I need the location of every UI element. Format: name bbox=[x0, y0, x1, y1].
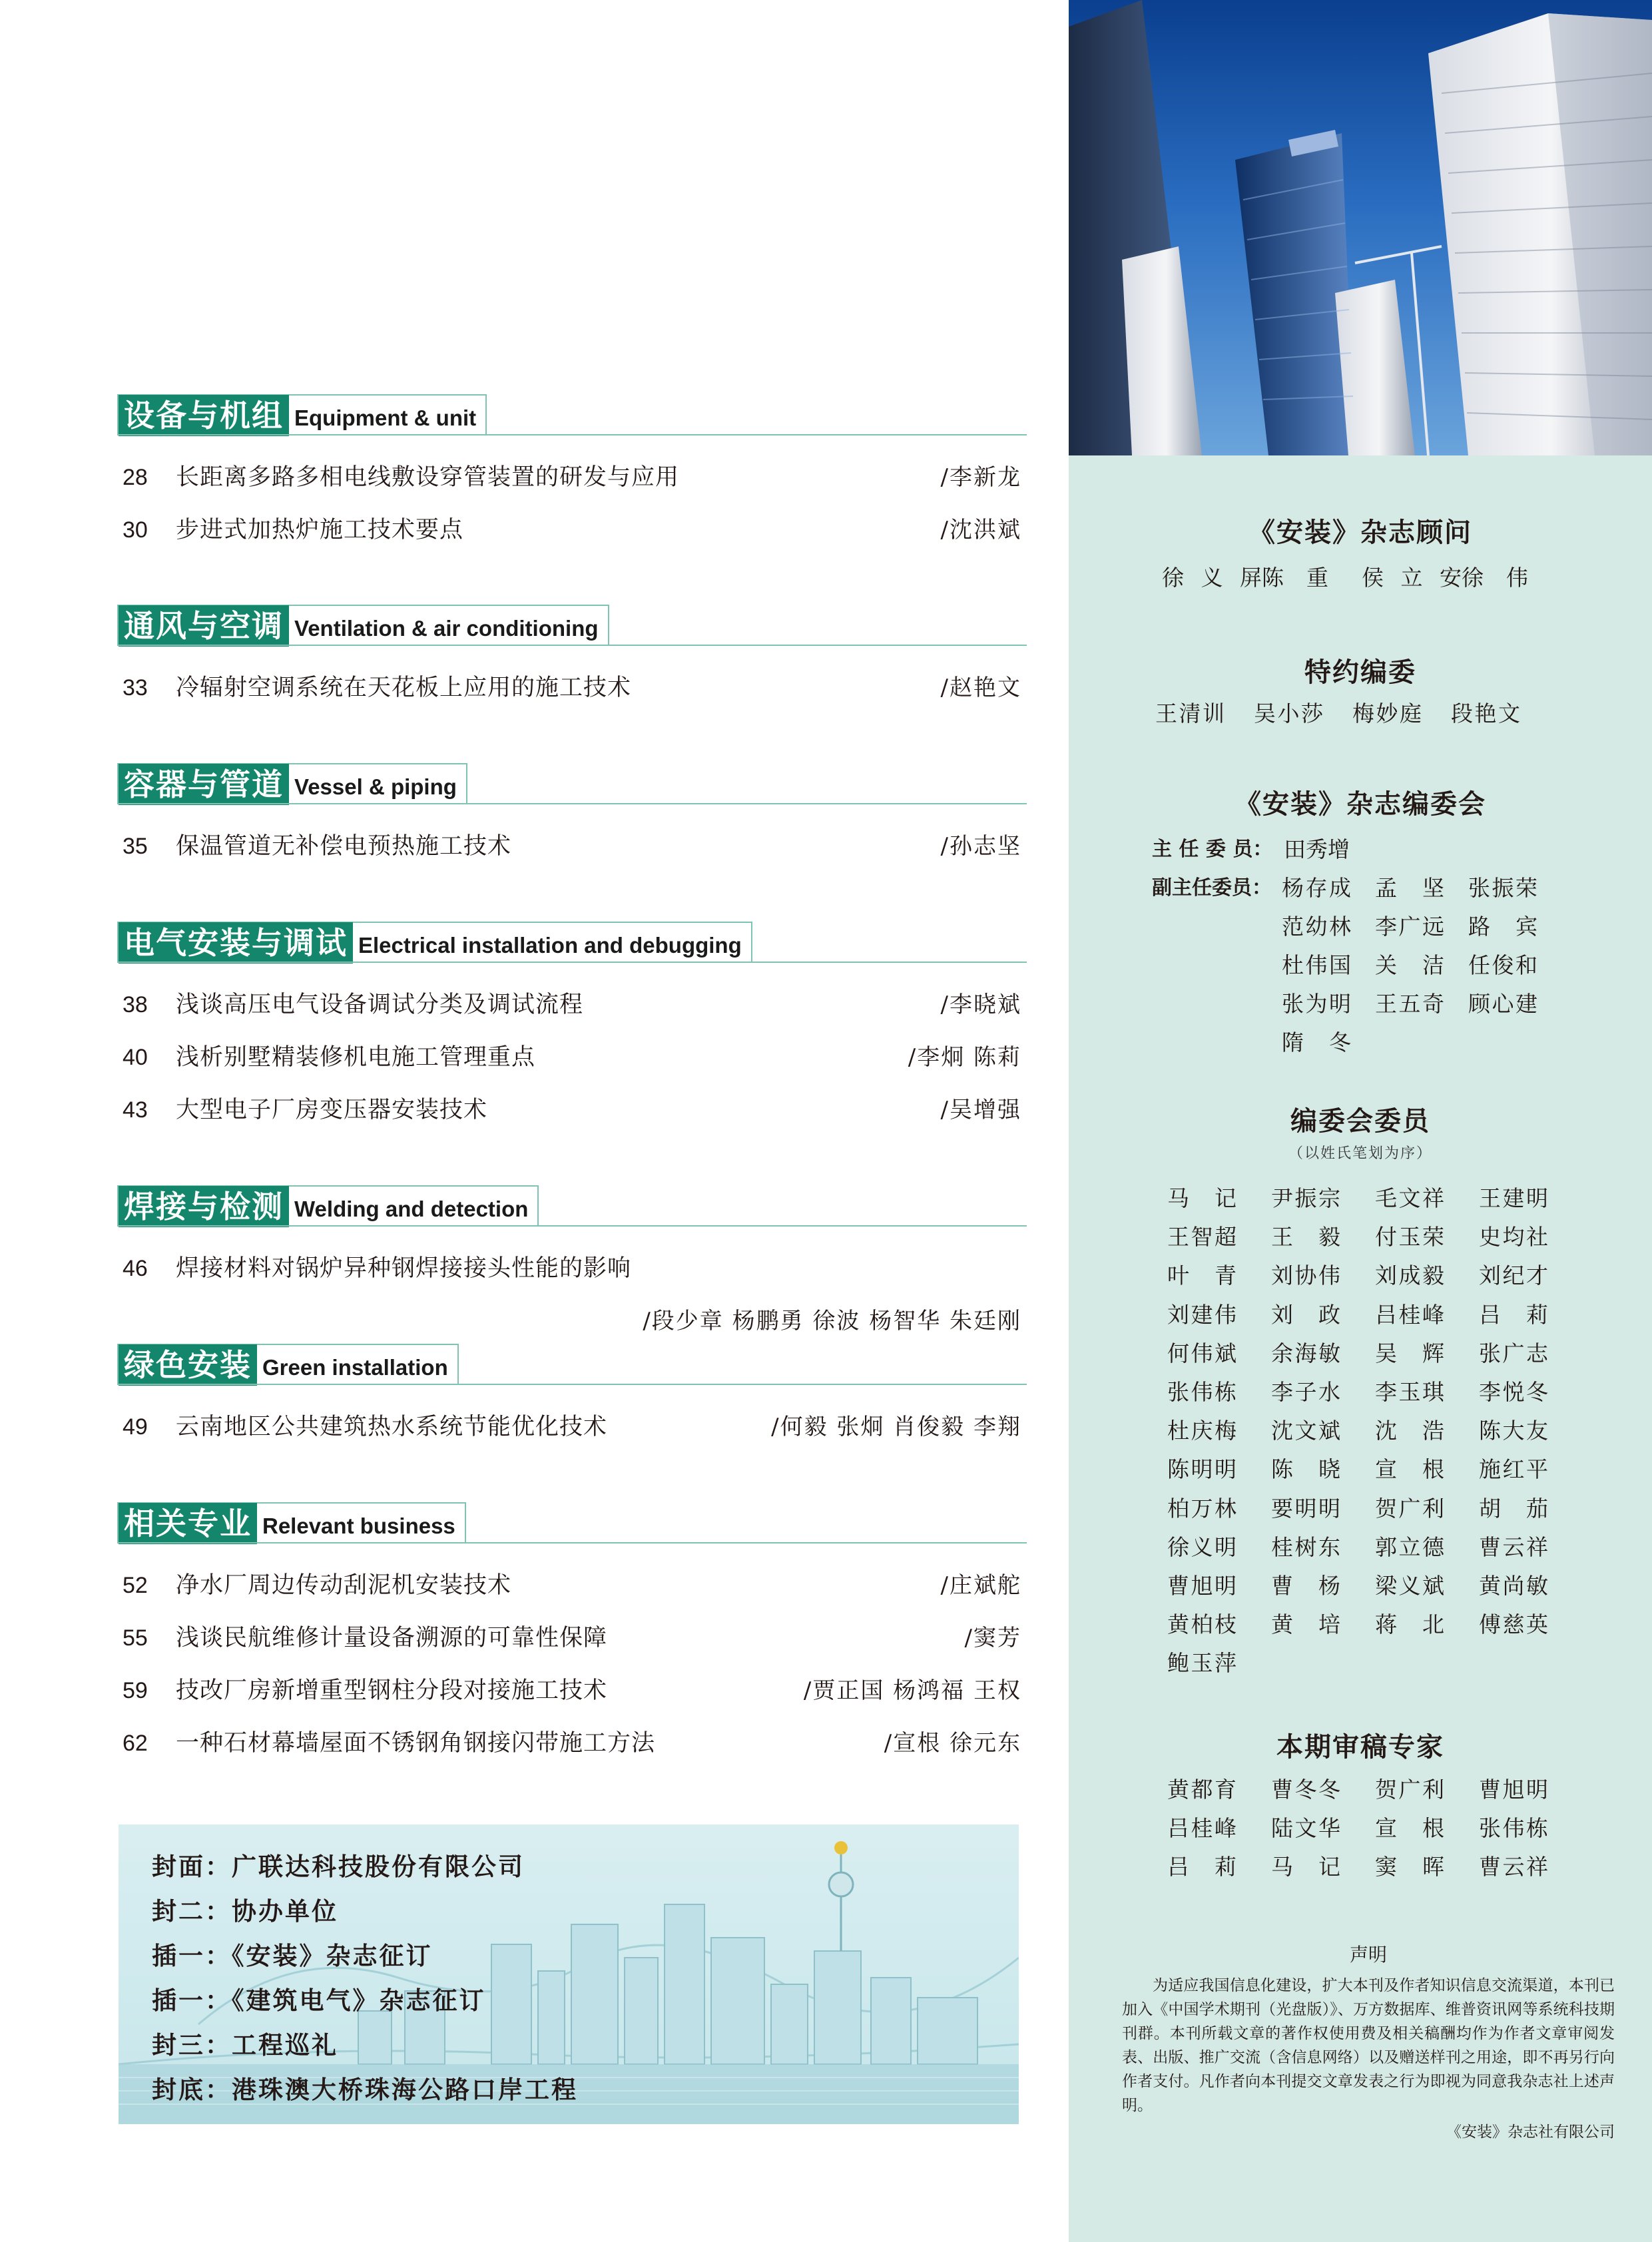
page-number: 43 bbox=[123, 1097, 148, 1123]
toc-entry[interactable] bbox=[117, 979, 1027, 1031]
person-name: 刘协伟 bbox=[1271, 1262, 1340, 1289]
deputy-name: 孟 坚 bbox=[1375, 875, 1444, 901]
cover-notes-box bbox=[119, 1824, 1019, 2124]
cover-note: 插一：《建筑电气》杂志征订 bbox=[152, 1986, 486, 2015]
article-title: 净水厂周边传动刮泥机安装技术 bbox=[176, 1572, 512, 1599]
cover-note: 封三：工程巡礼 bbox=[152, 2030, 338, 2060]
section-header bbox=[117, 1344, 1027, 1385]
person-name: 刘纪才 bbox=[1479, 1262, 1548, 1289]
page-number: 55 bbox=[123, 1625, 148, 1651]
section-header bbox=[117, 763, 1027, 804]
person-name: 张伟栋 bbox=[1479, 1815, 1548, 1841]
deputy-name: 隋 冬 bbox=[1282, 1029, 1351, 1055]
section-vessel bbox=[117, 763, 1027, 873]
section-green bbox=[117, 1344, 1027, 1454]
toc-entry[interactable] bbox=[117, 1717, 1027, 1770]
section-title-en: Green installation bbox=[262, 1355, 448, 1380]
section-electrical bbox=[117, 922, 1027, 1137]
director-name: 田秀增 bbox=[1284, 836, 1350, 862]
article-author: /庄斌舵 bbox=[940, 1572, 1021, 1599]
person-name: 宣 根 bbox=[1375, 1456, 1444, 1483]
advisor-name: 侯立安 bbox=[1362, 565, 1462, 591]
editor-name: 梅妙庭 bbox=[1352, 701, 1422, 726]
person-name: 黄都育 bbox=[1167, 1777, 1237, 1803]
section-relevant bbox=[117, 1502, 1027, 1770]
person-name: 郭立德 bbox=[1375, 1534, 1444, 1560]
toc-entry[interactable] bbox=[117, 1243, 1027, 1295]
person-name: 黄尚敏 bbox=[1479, 1573, 1548, 1599]
cover-notes-list bbox=[152, 1844, 578, 2112]
article-author: /李新龙 bbox=[940, 464, 1021, 491]
page-number: 52 bbox=[123, 1573, 148, 1598]
person-name: 王智超 bbox=[1167, 1224, 1237, 1251]
person-name: 尹振宗 bbox=[1271, 1185, 1340, 1211]
person-name: 桂树东 bbox=[1271, 1534, 1340, 1560]
person-name: 傅慈英 bbox=[1479, 1611, 1548, 1638]
person-name: 叶 青 bbox=[1167, 1262, 1237, 1289]
page-number: 28 bbox=[123, 465, 148, 490]
article-author: /赵艳文 bbox=[940, 675, 1021, 701]
person-name: 刘建伟 bbox=[1167, 1301, 1237, 1328]
toc-entry[interactable] bbox=[117, 1665, 1027, 1717]
advisor-name: 徐义屏 bbox=[1162, 565, 1262, 591]
deputy-name: 张为明 bbox=[1282, 991, 1351, 1017]
toc-entry[interactable] bbox=[117, 820, 1027, 873]
cover-note: 封二：协办单位 bbox=[152, 1896, 338, 1926]
cover-note: 封面：广联达科技股份有限公司 bbox=[152, 1852, 525, 1881]
person-name: 何伟斌 bbox=[1167, 1340, 1237, 1366]
deputy-label: 副主任委员： bbox=[1152, 876, 1272, 900]
advisors-title: 《安装》杂志顾问 bbox=[1248, 517, 1472, 548]
article-author: /李晓斌 bbox=[940, 991, 1021, 1018]
article-title: 焊接材料对锅炉异种钢焊接接头性能的影响 bbox=[176, 1255, 632, 1282]
editor-name: 吴小莎 bbox=[1254, 701, 1323, 726]
article-title: 浅谈高压电气设备调试分类及调试流程 bbox=[176, 991, 584, 1018]
toc-entry[interactable] bbox=[117, 451, 1027, 504]
person-name: 贺广利 bbox=[1375, 1777, 1444, 1803]
page-number: 35 bbox=[123, 834, 148, 859]
reviewers-title: 本期审稿专家 bbox=[1276, 1732, 1444, 1763]
cover-note: 插一：《安装》杂志征订 bbox=[152, 1941, 433, 1970]
person-name: 曹旭明 bbox=[1479, 1777, 1548, 1803]
person-name: 刘 政 bbox=[1271, 1301, 1340, 1328]
person-name: 梁义斌 bbox=[1375, 1573, 1444, 1599]
deputy-name: 任俊和 bbox=[1468, 952, 1537, 978]
section-title-zh: 绿色安装 bbox=[119, 1344, 257, 1386]
page-number: 33 bbox=[123, 675, 148, 701]
person-name: 陈大友 bbox=[1479, 1418, 1548, 1444]
editor-name: 段艳文 bbox=[1451, 701, 1520, 726]
section-title-zh: 电气安装与调试 bbox=[119, 922, 353, 964]
section-header bbox=[117, 922, 1027, 963]
section-title-en: Equipment & unit bbox=[294, 406, 477, 430]
section-title-en: Ventilation & air conditioning bbox=[294, 616, 599, 641]
article-author: /李炯 陈莉 bbox=[908, 1044, 1021, 1071]
page-number: 59 bbox=[123, 1678, 148, 1703]
director-label: 主 任 委 员： bbox=[1152, 838, 1273, 861]
toc-entry[interactable] bbox=[117, 504, 1027, 557]
person-name: 马 记 bbox=[1167, 1185, 1237, 1211]
person-name: 张广志 bbox=[1479, 1340, 1548, 1366]
advisors-block bbox=[1069, 511, 1652, 549]
person-name: 马 记 bbox=[1271, 1854, 1340, 1880]
section-header bbox=[117, 1502, 1027, 1543]
person-name: 窦 晖 bbox=[1375, 1854, 1444, 1880]
person-name: 宣 根 bbox=[1375, 1815, 1444, 1841]
article-author: /孙志坚 bbox=[940, 833, 1021, 860]
person-name: 吴 辉 bbox=[1375, 1340, 1444, 1366]
section-header bbox=[117, 605, 1027, 646]
article-title: 云南地区公共建筑热水系统节能优化技术 bbox=[176, 1414, 608, 1440]
section-title-en: Vessel & piping bbox=[294, 774, 457, 799]
deputy-name: 李广远 bbox=[1375, 914, 1444, 940]
person-name: 毛文祥 bbox=[1375, 1185, 1444, 1211]
toc-entry[interactable] bbox=[117, 1559, 1027, 1612]
section-title-zh: 设备与机组 bbox=[119, 395, 289, 436]
article-title: 大型电子厂房变压器安装技术 bbox=[176, 1097, 488, 1123]
person-name: 吕 莉 bbox=[1479, 1301, 1548, 1328]
toc-entry[interactable] bbox=[117, 1031, 1027, 1084]
toc-entry[interactable] bbox=[117, 1401, 1027, 1454]
person-name: 沈文斌 bbox=[1271, 1418, 1340, 1444]
person-name: 曹 杨 bbox=[1271, 1573, 1340, 1599]
section-title-en: Relevant business bbox=[262, 1514, 455, 1538]
statement-body: 为适应我国信息化建设，扩大本刊及作者知识信息交流渠道，本刊已加入《中国学术期刊（光盘版）》、万方数据库、维普资讯网等系统科技期刊群。本刊所载文章的著作权使用费及相关稿酬均作为作者文章审阅发表、出版、推广交流（含信息网络）以及赠送样刊之用途，即不再另行向作者支付。凡作者向本刊提交文章发表之行为即视为同意我杂志社上述声明。 bbox=[1122, 1977, 1615, 2114]
person-name: 黄柏枝 bbox=[1167, 1611, 1237, 1638]
deputy-name: 路 宾 bbox=[1468, 914, 1537, 940]
copyright-statement bbox=[1122, 1943, 1615, 2144]
person-name: 陈 晓 bbox=[1271, 1456, 1340, 1483]
person-name: 吕桂峰 bbox=[1375, 1301, 1444, 1328]
deputy-name: 张振荣 bbox=[1468, 875, 1537, 901]
person-name: 柏万林 bbox=[1167, 1495, 1237, 1522]
article-author: /贾正国 杨鸿福 王权 bbox=[803, 1677, 1021, 1704]
person-name: 陆文华 bbox=[1271, 1815, 1340, 1841]
members-subtitle: （以姓氏笔划为序） bbox=[1288, 1145, 1432, 1162]
toc-entry[interactable] bbox=[117, 662, 1027, 714]
section-title-zh: 容器与管道 bbox=[119, 764, 289, 805]
special-editors-block bbox=[1069, 651, 1652, 689]
article-title: 一种石材幕墙屋面不锈钢角钢接闪带施工方法 bbox=[176, 1730, 656, 1757]
section-header bbox=[117, 394, 1027, 435]
editorial-board-block bbox=[1069, 783, 1652, 821]
editorial-board-title: 《安装》杂志编委会 bbox=[1235, 789, 1486, 820]
article-author: /沈洪斌 bbox=[940, 517, 1021, 543]
person-name: 杜庆梅 bbox=[1167, 1418, 1237, 1444]
members-block bbox=[1069, 1100, 1652, 1163]
person-name: 曹冬冬 bbox=[1271, 1777, 1340, 1803]
person-name: 王建明 bbox=[1479, 1185, 1548, 1211]
person-name: 刘成毅 bbox=[1375, 1262, 1444, 1289]
deputy-name: 杨存成 bbox=[1282, 875, 1351, 901]
page-number: 62 bbox=[123, 1731, 148, 1756]
section-title-zh: 通风与空调 bbox=[119, 605, 289, 647]
section-title-zh: 相关专业 bbox=[119, 1503, 257, 1544]
person-name: 胡 茄 bbox=[1479, 1495, 1548, 1522]
person-name: 曹云祥 bbox=[1479, 1854, 1548, 1880]
deputy-name: 关 洁 bbox=[1375, 952, 1444, 978]
section-title-zh: 焊接与检测 bbox=[119, 1186, 289, 1227]
person-name: 曹云祥 bbox=[1479, 1534, 1548, 1560]
page-number: 49 bbox=[123, 1414, 148, 1440]
article-title: 技改厂房新增重型钢柱分段对接施工技术 bbox=[176, 1677, 608, 1704]
statement-signature: 《安装》杂志社有限公司 bbox=[1446, 2123, 1615, 2141]
deputy-name: 王五奇 bbox=[1375, 991, 1444, 1017]
person-name: 史均社 bbox=[1479, 1224, 1548, 1251]
article-author: /段少章 杨鹏勇 徐波 杨智华 朱廷刚 bbox=[643, 1308, 1021, 1334]
toc-entry-authors bbox=[117, 1295, 1027, 1348]
toc-entry[interactable] bbox=[117, 1084, 1027, 1137]
special-editors-title: 特约编委 bbox=[1304, 657, 1416, 688]
person-name: 要明明 bbox=[1271, 1495, 1340, 1522]
reviewers-block bbox=[1069, 1726, 1652, 1764]
person-name: 李子水 bbox=[1271, 1379, 1340, 1405]
person-name: 李玉琪 bbox=[1375, 1379, 1444, 1405]
article-author: /何毅 张炯 肖俊毅 李翔 bbox=[771, 1414, 1021, 1440]
person-name: 鲍玉萍 bbox=[1167, 1650, 1237, 1677]
article-title: 保温管道无补偿电预热施工技术 bbox=[176, 833, 512, 860]
person-name: 余海敏 bbox=[1271, 1340, 1340, 1366]
skyscraper-photo bbox=[1069, 0, 1652, 455]
statement-title: 声明 bbox=[1349, 1944, 1387, 1966]
person-name: 李悦冬 bbox=[1479, 1379, 1548, 1405]
article-author: /吴增强 bbox=[940, 1097, 1021, 1123]
page-number: 38 bbox=[123, 992, 148, 1017]
section-welding bbox=[117, 1185, 1027, 1348]
advisor-name: 徐 伟 bbox=[1462, 565, 1528, 591]
section-header bbox=[117, 1185, 1027, 1227]
article-title: 浅析别墅精装修机电施工管理重点 bbox=[176, 1044, 536, 1071]
editor-name: 王清训 bbox=[1155, 701, 1225, 726]
article-title: 冷辐射空调系统在天花板上应用的施工技术 bbox=[176, 675, 632, 701]
article-author: /宣根 徐元东 bbox=[884, 1730, 1021, 1757]
masthead-sidebar bbox=[1069, 0, 1652, 2242]
members-title: 编委会委员 bbox=[1290, 1106, 1430, 1137]
person-name: 贺广利 bbox=[1375, 1495, 1444, 1522]
article-title: 长距离多路多相电线敷设穿管装置的研发与应用 bbox=[176, 464, 680, 491]
person-name: 陈明明 bbox=[1167, 1456, 1237, 1483]
deputy-name: 顾心建 bbox=[1468, 991, 1537, 1017]
deputy-name: 范幼林 bbox=[1282, 914, 1351, 940]
person-name: 吕桂峰 bbox=[1167, 1815, 1237, 1841]
page-number: 40 bbox=[123, 1045, 148, 1070]
person-name: 蒋 北 bbox=[1375, 1611, 1444, 1638]
page-number: 46 bbox=[123, 1256, 148, 1281]
deputy-name: 杜伟国 bbox=[1282, 952, 1351, 978]
person-name: 徐义明 bbox=[1167, 1534, 1237, 1560]
person-name: 王 毅 bbox=[1271, 1224, 1340, 1251]
toc-entry[interactable] bbox=[117, 1612, 1027, 1665]
section-title-en: Electrical installation and debugging bbox=[358, 933, 742, 958]
page-number: 30 bbox=[123, 517, 148, 543]
section-title-en: Welding and detection bbox=[294, 1197, 529, 1221]
person-name: 施红平 bbox=[1479, 1456, 1548, 1483]
person-name: 付玉荣 bbox=[1375, 1224, 1444, 1251]
advisor-name: 陈 重 bbox=[1262, 565, 1328, 591]
article-author: /窦芳 bbox=[964, 1625, 1021, 1651]
person-name: 张伟栋 bbox=[1167, 1379, 1237, 1405]
cover-note: 封底：港珠澳大桥珠海公路口岸工程 bbox=[152, 2075, 578, 2104]
person-name: 吕 莉 bbox=[1167, 1854, 1237, 1880]
person-name: 沈 浩 bbox=[1375, 1418, 1444, 1444]
section-ventilation bbox=[117, 605, 1027, 714]
section-equipment bbox=[117, 394, 1027, 557]
person-name: 曹旭明 bbox=[1167, 1573, 1237, 1599]
article-title: 浅谈民航维修计量设备溯源的可靠性保障 bbox=[176, 1625, 608, 1651]
person-name: 黄 培 bbox=[1271, 1611, 1340, 1638]
article-title: 步进式加热炉施工技术要点 bbox=[176, 517, 464, 543]
